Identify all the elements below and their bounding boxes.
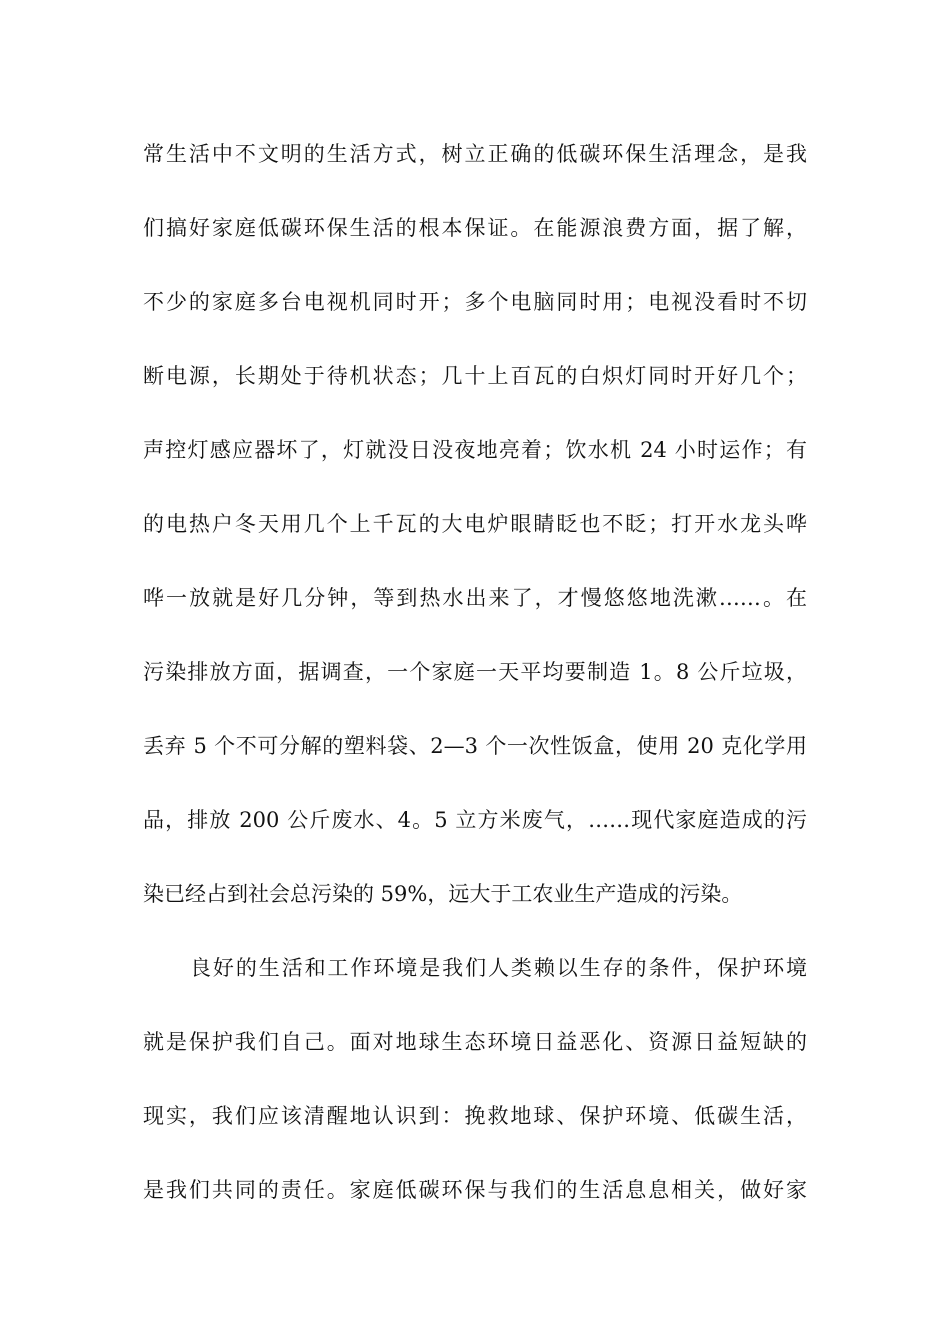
body-text-line-2: 们搞好家庭低碳环保生活的根本保证。在能源浪费方面，据了解， — [143, 216, 807, 240]
body-text-line-1: 常生活中不文明的生活方式，树立正确的低碳环保生活理念，是我 — [143, 142, 807, 166]
body-text-line-14: 现实，我们应该清醒地认识到：挽救地球、保护环境、低碳生活， — [143, 1104, 807, 1128]
body-text-line-3: 不少的家庭多台电视机同时开；多个电脑同时用；电视没看时不切 — [143, 290, 807, 314]
body-text-line-5: 声控灯感应器坏了，灯就没日没夜地亮着；饮水机 24 小时运作；有 — [143, 438, 807, 462]
body-text-line-11: 染已经占到社会总污染的 59%，远大于工农业生产造成的污染。 — [143, 882, 743, 906]
body-text-line-9: 丢弃 5 个不可分解的塑料袋、2—3 个一次性饭盒，使用 20 克化学用 — [143, 734, 807, 758]
body-text-line-6: 的电热户冬天用几个上千瓦的大电炉眼睛眨也不眨；打开水龙头哗 — [143, 512, 807, 536]
body-text-line-10: 品，排放 200 公斤废水、4。5 立方米废气，……现代家庭造成的污 — [143, 808, 807, 832]
paragraph-start-line: 良好的生活和工作环境是我们人类赖以生存的条件，保护环境 — [190, 956, 807, 980]
body-text-line-8: 污染排放方面，据调查，一个家庭一天平均要制造 1。8 公斤垃圾， — [143, 660, 807, 684]
body-text-line-4: 断电源，长期处于待机状态；几十上百瓦的白炽灯同时开好几个； — [143, 364, 807, 388]
body-text-line-7: 哗一放就是好几分钟，等到热水出来了，才慢悠悠地洗漱……。在 — [143, 586, 807, 610]
body-text-line-13: 就是保护我们自己。面对地球生态环境日益恶化、资源日益短缺的 — [143, 1030, 807, 1054]
body-text-line-15: 是我们共同的责任。家庭低碳环保与我们的生活息息相关，做好家 — [143, 1178, 807, 1202]
